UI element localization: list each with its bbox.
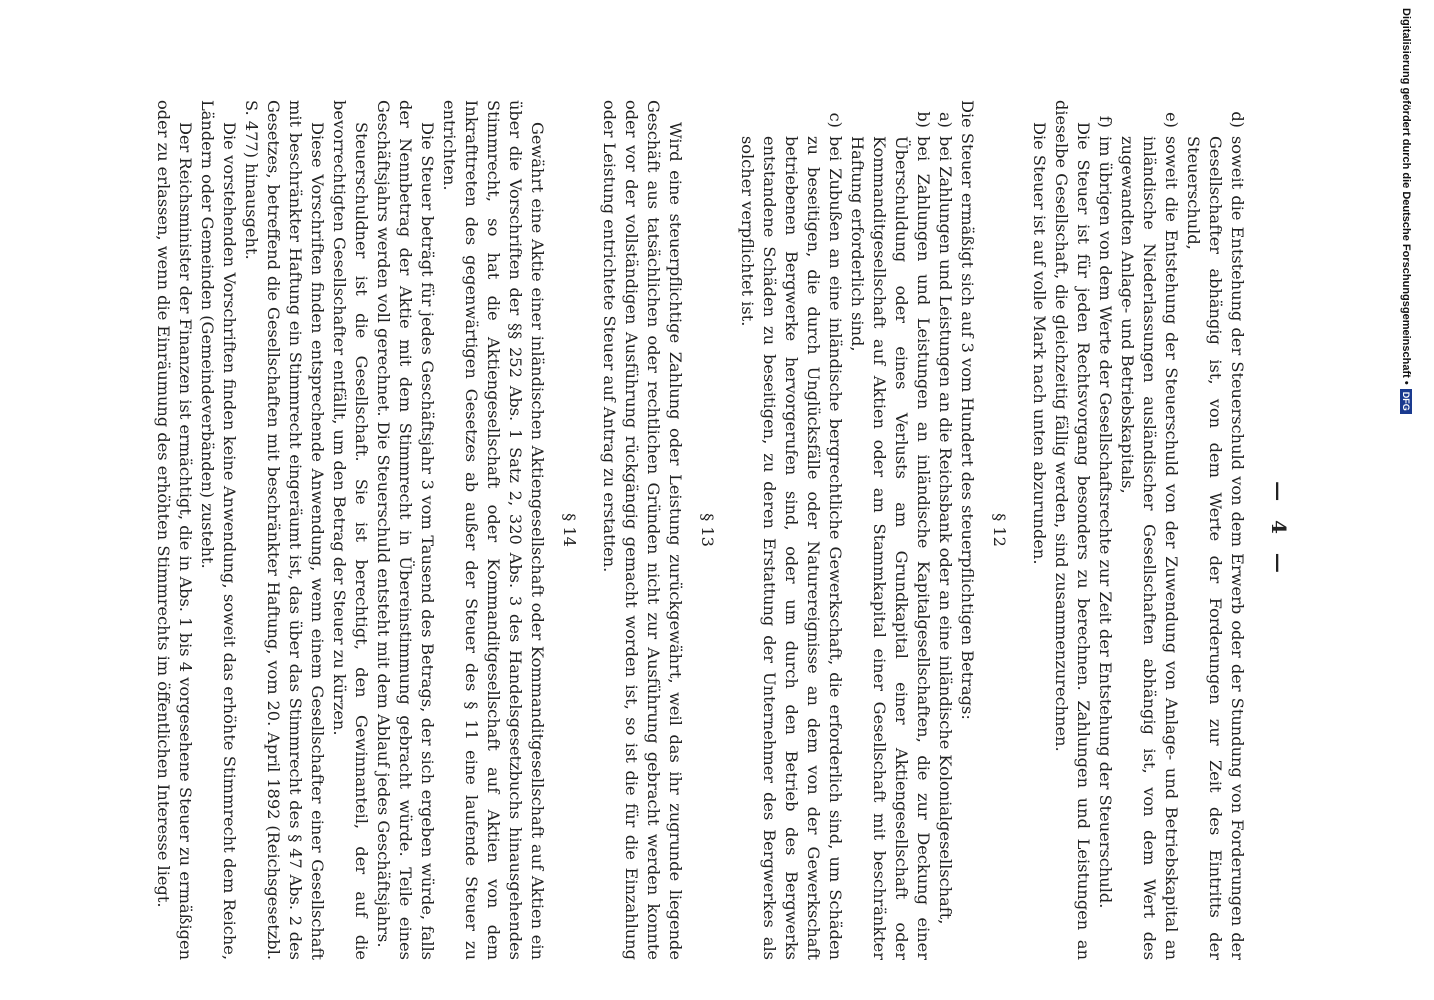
digitization-credit	[1396, 8, 1416, 411]
paragraph-calculation: Die Steuer ist für jeden Rechtsvorgang besonders zu berechnen. Zahlungen und Leistungen an dieselbe Gesellschaft, die gleichzeitig fällig werden, sind zusammenzurechnen.	[1052, 100, 1093, 960]
list-item-f	[1094, 100, 1116, 960]
page-number: — 4 —	[1267, 481, 1291, 579]
item-label: c)	[826, 112, 845, 128]
list-item-d	[1182, 100, 1248, 960]
section-14-paragraph: Diese Vorschriften finden entsprechende Anwendung, wenn einem Gesellschafter einer Gesellschaft mit beschränkter Haftung ein Stimmrecht eingeräumt ist, das über das Stimmrecht des § 47 Abs. 2 des Gesetzes, betreffend die Gesellschaften mit beschränkter Haftung, vom 20. April 1892 (Reichsgesetzbl. S. 477) hinausgeht.	[242, 100, 327, 960]
item-text: bei Zahlungen und Leistungen an inländische Kapitalgesellschaften, die zur Deckung einer Überschuldung oder eines Verlusts am Grundkapital einer Aktiengesellschaft oder Kommanditgesellschaft auf Aktien oder am Stammkapital einer Gesellschaft mit beschränkter Haftung erforderlich sind,	[848, 136, 933, 960]
section-14-paragraph: Gewährt eine Aktie einer inländischen Aktiengesellschaft oder Kommanditgesellschaft auf Aktien ein über die Vorschriften der §§ 252 Abs. 1 Satz 2, 320 Abs. 3 des Handelsgesetzbuchs hinausgehendes Stimmrecht, so hat die Aktiengesellschaft oder Kommanditgesellschaft auf Aktien von dem Inkrafttreten des gegenwärtigen Gesetzes ab außer der Steuer des § 11 eine laufende Steuer zu entrichten.	[440, 100, 547, 960]
list-item-a	[934, 100, 956, 960]
page-content	[90, 100, 1290, 960]
item-label: d)	[1228, 111, 1247, 128]
item-text: bei Zubußen an eine inländische bergrechtliche Gewerkschaft, die erforderlich sind, um Schäden zu beseitigen, die durch Unglücksfälle oder Naturereignisse an dem von der Gewerkschaft betriebenen Bergwerke hervorgerufen sind, oder um durch den Betrieb des Bergwerks entstandene Schäden zu beseitigen, zu deren Erstattung der Unternehmer des Bergwerkes als solcher verpflichtet ist.	[738, 136, 845, 960]
section-heading-14: § 14	[560, 513, 579, 547]
item-text: im übrigen von dem Werte der Gesellschaftsrechte zur Zeit der Entstehung der Steuerschuld.	[1096, 136, 1115, 909]
item-label: e)	[1162, 112, 1181, 128]
dfg-logo-icon: DFG	[1400, 389, 1412, 414]
section-12-intro: Die Steuer ermäßigt sich auf 3 vom Hundert des steuerpflichtigen Betrags:	[958, 100, 977, 720]
item-text: bei Zahlungen und Leistungen an die Reichsbank oder an eine inländische Kolonialgesellschaft,	[936, 136, 955, 925]
section-14-paragraph: Der Reichsminister der Finanzen ist ermächtigt, die in Abs. 1 bis 4 vorgesehene Steuer zu ermäßigen oder zu erlassen, wenn die Einräumung des erhöhten Stimmrechts im öffentlichen Interesse liegt.	[154, 100, 195, 960]
section-heading-13: § 13	[698, 513, 717, 547]
section-14-paragraph: Die vorstehenden Vorschriften finden keine Anwendung, soweit das erhöhte Stimmrecht dem Reiche, Ländern oder Gemeinden (Gemeindeverbänden) zusteht.	[198, 100, 239, 960]
item-text: soweit die Entstehung der Steuerschuld von der Zuwendung von Anlage- und Betriebskapital an inländische Niederlassungen ausländischer Gesellschaften abhängig ist, von dem Wert des zugewandten Anlage- und Betriebskapitals,	[1118, 136, 1181, 960]
paragraph-rounding: Die Steuer ist auf volle Mark nach unten abzurunden.	[1030, 122, 1049, 565]
section-heading-12: § 12	[990, 513, 1009, 547]
item-text: soweit die Entstehung der Steuerschuld von dem Erwerb oder der Stundung von Forderungen der Gesellschafter abhängig ist, von dem Werte der Forderungen zur Zeit des Eintritts der Steuerschuld,	[1184, 136, 1247, 960]
list-item-e	[1116, 100, 1182, 960]
credit-text: Digitalisierung gefördert durch die Deutsche Forschungsgemeinschaft •	[1400, 8, 1412, 385]
section-14-paragraph: Die Steuer beträgt für jedes Geschäftsjahr 3 vom Tausend des Betrags, der sich ergeben würde, falls der Nennbetrag der Aktie mit dem Stimmrecht in Übereinstimmung gebracht würde. Teile eines Geschäftsjahrs werden voll gerechnet. Die Steuerschuld entsteht mit dem Ablauf jedes Geschäftsjahrs.	[374, 100, 437, 960]
section-14-paragraph: Steuerschuldner ist die Gesellschaft. Sie ist berechtigt, den Gewinnanteil, der auf die bevorrechtigten Gesellschafter entfällt, um den Betrag der Steuer zu kürzen.	[330, 100, 371, 960]
list-item-c	[736, 100, 846, 960]
item-label: f)	[1096, 115, 1115, 128]
list-item-b	[846, 100, 934, 960]
item-label: a)	[936, 112, 955, 128]
item-label: b)	[914, 111, 933, 128]
section-13-text: Wird eine steuerpflichtige Zahlung oder Leistung zurückgewährt, weil das ihr zugrunde liegende Geschäft aus tatsächlichen oder rechtlichen Gründen nicht zur Ausführung gebracht werden konnte oder vor der vollständigen Ausführung rückgängig gemacht worden ist, so ist die für die Einzahlung oder Leistung entrichtete Steuer auf Antrag zu erstatten.	[600, 100, 685, 960]
